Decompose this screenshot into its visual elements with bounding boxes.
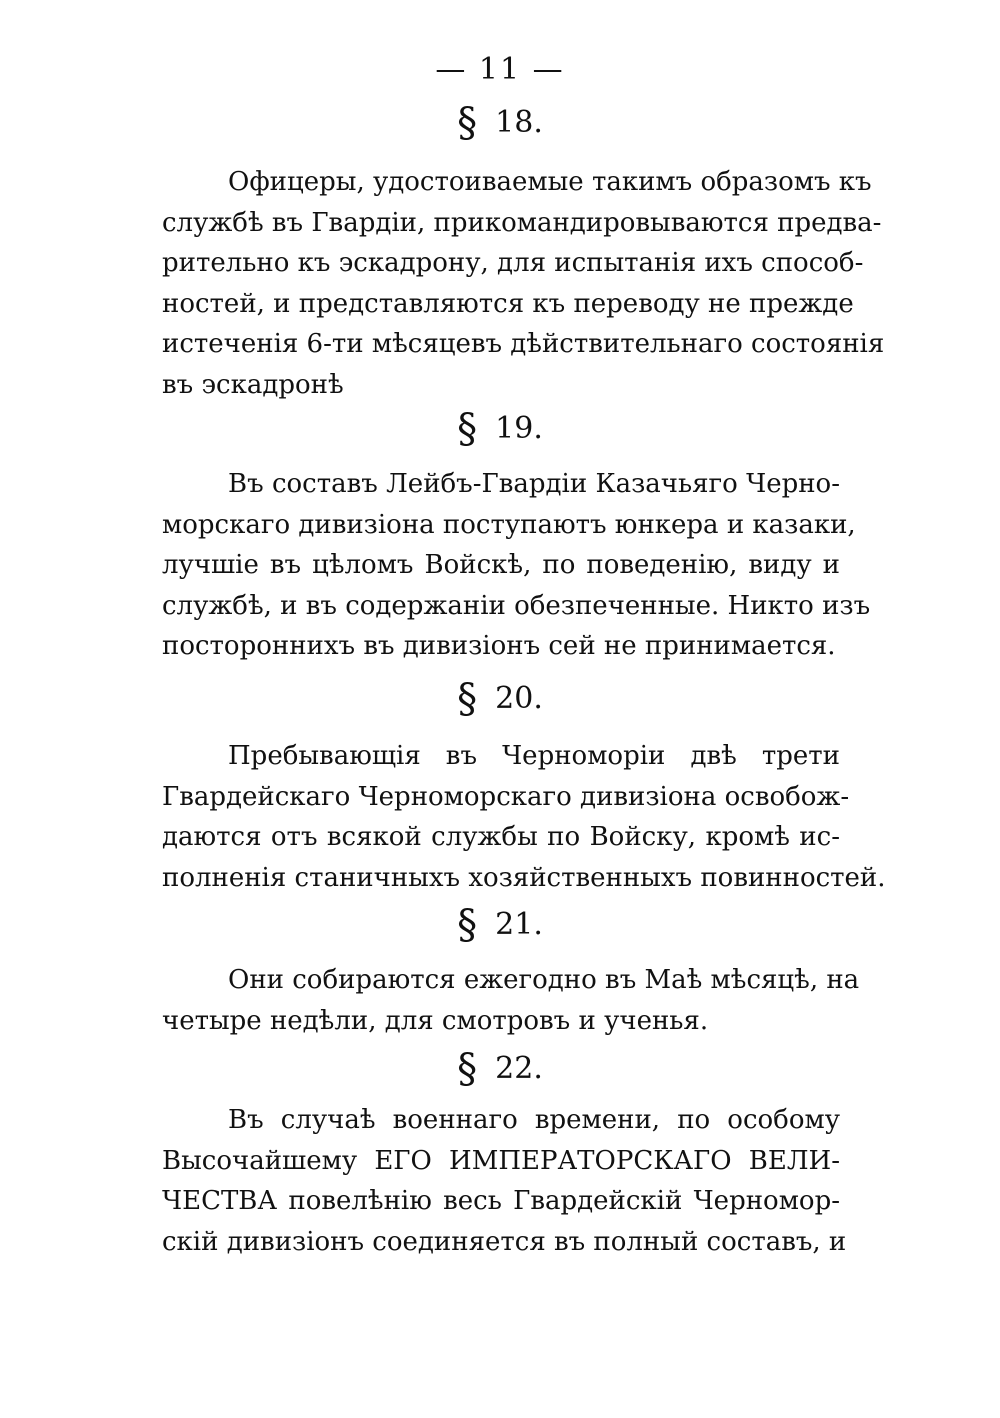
section-heading-22 [0, 1046, 1000, 1092]
section-heading-21 [0, 902, 1000, 948]
text-line: Пребывающія въ Черноморіи двѣ трети [228, 741, 840, 771]
section-number: 18. [495, 105, 543, 140]
text-line: Въ случаѣ военнаго времени, по особому [228, 1105, 840, 1135]
paragraph-19 [162, 464, 871, 667]
text-line: Офицеры, удостоиваемые такимъ образомъ къ [228, 167, 872, 197]
text-line: ностей, и представляются къ переводу не прежде [162, 288, 854, 319]
text-line: Въ составъ Лейбъ-Гвардіи Казачьяго Черно- [228, 469, 840, 499]
section-heading-18 [0, 100, 1000, 146]
paragraph-22 [162, 1100, 847, 1262]
section-number: 19. [495, 411, 543, 446]
text-line: четыре недѣли, для смотровъ и ученья. [162, 1005, 709, 1036]
text-line: Они собираются ежегодно въ Маѣ мѣсяцѣ, на [228, 965, 860, 995]
text-line: Высочайшему ЕГО ИМПЕРАТОРСКАГО ВЕЛИ- [162, 1145, 840, 1176]
text-line: скій дивизіонъ соединяется въ полный составъ, и [162, 1226, 847, 1257]
text-line: въ эскадронѣ [162, 369, 344, 400]
text-line: лучшіе въ цѣломъ Войскѣ, по поведенію, виду и [162, 550, 840, 580]
section-sign-icon: § [457, 676, 478, 722]
text-line: службѣ въ Гвардіи, прикомандировываются предва- [162, 207, 882, 238]
text-line: морскаго дивизіона поступаютъ юнкера и казаки, [162, 509, 856, 540]
text-line: рительно къ эскадрону, для испытанія ихъ способ- [162, 248, 864, 278]
section-number: 22. [495, 1051, 543, 1086]
section-sign-icon: § [457, 406, 478, 452]
paragraph-18 [162, 162, 885, 405]
section-number: 21. [495, 907, 543, 942]
section-number: 20. [495, 681, 543, 716]
section-sign-icon: § [457, 902, 478, 948]
text-line: ЧЕСТВА повелѣнію весь Гвардейскій Черномор- [162, 1186, 840, 1216]
section-sign-icon: § [457, 100, 478, 146]
text-line: истеченія 6-ти мѣсяцевъ дѣйствительнаго состоянія [162, 329, 885, 359]
paragraph-20 [162, 736, 886, 898]
text-line: полненія станичныхъ хозяйственныхъ повинностей. [162, 862, 886, 893]
section-heading-19 [0, 406, 1000, 452]
paragraph-21 [162, 960, 860, 1041]
page-number: — 11 — [435, 52, 565, 87]
text-line: службѣ, и въ содержаніи обезпеченные. Никто изъ [162, 590, 871, 621]
section-heading-20 [0, 676, 1000, 722]
section-sign-icon: § [457, 1046, 478, 1092]
text-line: постороннихъ въ дивизіонъ сей не принимается. [162, 631, 836, 661]
text-line: даются отъ всякой службы по Войску, кромѣ ис- [162, 822, 840, 852]
text-line: Гвардейскаго Черноморскаго дивизіона освобож- [162, 781, 850, 812]
